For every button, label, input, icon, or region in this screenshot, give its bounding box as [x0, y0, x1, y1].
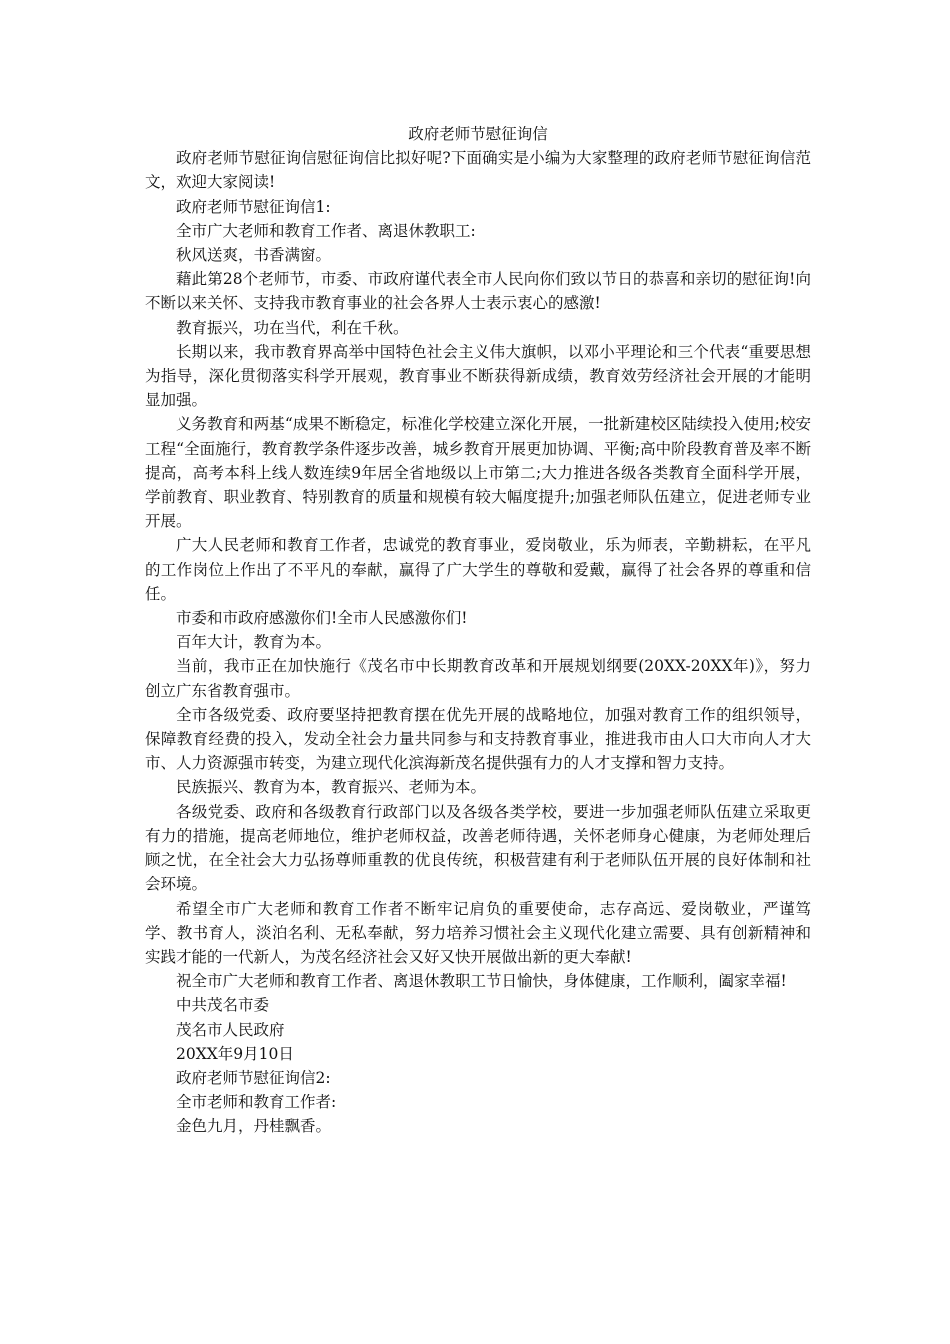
- paragraph: 各级党委、政府和各级教育行政部门以及各级各类学校，要进一步加强老师队伍建立采取更有力的措施，提高老师地位，维护老师权益，改善老师待遇，关怀老师身心健康，为老师处理后顾之忧，在全社会大力弘扬尊师重教的优良传统，积极营建有利于老师队伍开展的良好体制和社会环境。: [145, 802, 811, 894]
- signature-org-2: 茂名市人民政府: [176, 1020, 285, 1039]
- paragraph: 义务教育和两基“成果不断稳定，标准化学校建立深化开展，一批新建校区陆续投入使用;校安工程“全面施行，教育教学条件逐步改善，城乡教育开展更加协调、平衡;高中阶段教育普及率不断提高，高考本科上线人数连续9年居全省地级以上市第二;大力推进各级各类教育全面科学开展，学前教育、职业教育、特别教育的质量和规模有较大幅度提升;加强老师队伍建立，促进老师专业开展。: [145, 415, 811, 531]
- paragraph: 长期以来，我市教育界高举中国特色社会主义伟大旗帜，以邓小平理论和三个代表“重要思想为指导，深化贯彻落实科学开展观，教育事业不断获得新成绩，教育效劳经济社会开展的才能明显加强。: [145, 342, 811, 410]
- paragraph: 希望全市广大老师和教育工作者不断牢记肩负的重要使命，志存高远、爱岗敬业，严谨笃学、教书育人，淡泊名利、无私奉献，努力培养习惯社会主义现代化建立需要、具有创新精神和实践才能的一代新人，为茂名经济社会又好又快开展做出新的更大奉献!: [145, 899, 811, 966]
- letter2-opening: 金色九月，丹桂飘香。: [176, 1117, 332, 1136]
- signature-date: 20XX年9月10日: [176, 1044, 294, 1063]
- intro-paragraph: 政府老师节慰征询信慰征询信比拟好呢?下面确实是小编为大家整理的政府老师节慰征询信范文，欢迎大家阅读!: [145, 149, 811, 192]
- document-title: 政府老师节慰征询信: [408, 125, 548, 143]
- paragraph: 市委和市政府感激你们!全市人民感激你们!: [176, 609, 468, 628]
- paragraph: 藉此第28个老师节，市委、市政府谨代表全市人民向你们致以节日的恭喜和亲切的慰征询!向不断以来关怀、支持我市教育事业的社会各界人士表示衷心的感激!: [145, 270, 811, 313]
- paragraph: 秋风送爽，书香满窗。: [176, 246, 332, 265]
- letter1-heading: 政府老师节慰征询信1:: [176, 197, 331, 216]
- paragraph: 教育振兴，功在当代，利在千秋。: [176, 318, 409, 337]
- paragraph: 广大人民老师和教育工作者，忠诚党的教育事业，爱岗敬业，乐为师表，辛勤耕耘，在平凡的工作岗位上作出了不平凡的奉献，赢得了广大学生的尊敬和爱戴，赢得了社会各界的尊重和信任。: [145, 536, 811, 603]
- paragraph: 全市各级党委、政府要坚持把教育摆在优先开展的战略地位，加强对教育工作的组织领导，保障教育经费的投入，发动全社会力量共同参与和支持教育事业，推进我市由人口大市向人才大市、人力资源强市转变，为建立现代化滨海新茂名提供强有力的人才支撑和智力支持。: [145, 705, 811, 773]
- document-page: [145, 122, 811, 1139]
- letter2-heading: 政府老师节慰征询信2:: [176, 1068, 331, 1087]
- paragraph: 民族振兴、教育为本，教育振兴、老师为本。: [176, 778, 487, 797]
- closing-wishes: 祝全市广大老师和教育工作者、离退休教职工节日愉快，身体健康，工作顺利，阖家幸福!: [176, 972, 787, 991]
- signature-org-1: 中共茂名市委: [176, 996, 270, 1015]
- paragraph: 当前，我市正在加快施行《茂名市中长期教育改革和开展规划纲要(20XX-20XX年)》，努力创立广东省教育强市。: [145, 657, 811, 700]
- paragraph: 百年大计，教育为本。: [176, 633, 332, 652]
- letter2-salutation: 全市老师和教育工作者:: [176, 1093, 337, 1112]
- letter1-salutation: 全市广大老师和教育工作者、离退休教职工:: [176, 221, 476, 240]
